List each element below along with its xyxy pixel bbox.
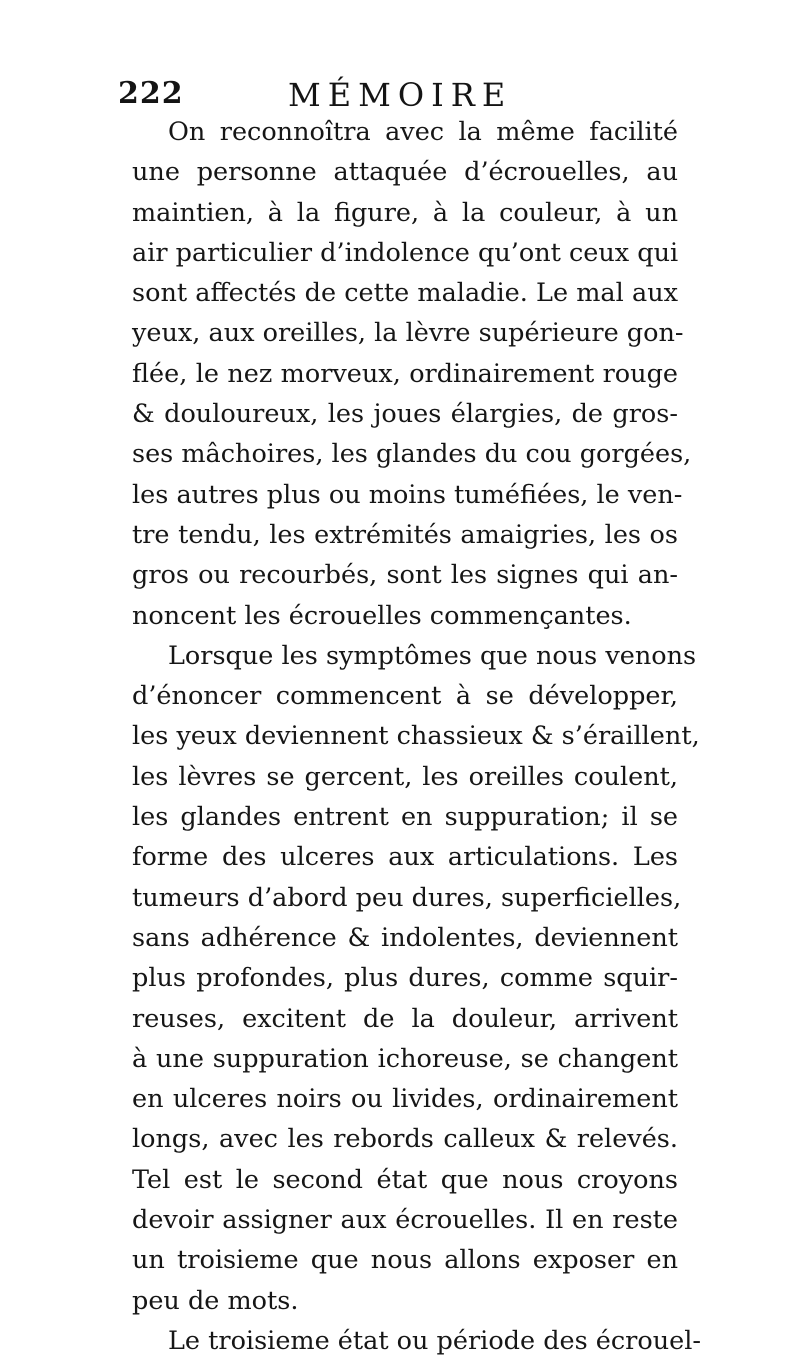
text-line: peu de mots. bbox=[132, 1285, 299, 1316]
text-line: une personne attaquée d’écrouelles, au bbox=[132, 157, 678, 188]
text-line: tumeurs d’abord peu dures, superficielles, bbox=[132, 882, 682, 913]
text-line: forme des ulceres aux articulations. Les bbox=[132, 842, 678, 873]
text-line: à une suppuration ichoreuse, se changent bbox=[132, 1043, 678, 1074]
text-line: reuses, excitent de la douleur, arrivent bbox=[132, 1003, 678, 1034]
text-line: yeux, aux oreilles, la lèvre supérieure gon- bbox=[132, 318, 684, 349]
text-line: d’énoncer commencent à se développer, bbox=[132, 681, 678, 712]
text-line: plus profondes, plus dures, comme squir- bbox=[132, 963, 678, 994]
text-line: longs, avec les rebords calleux & relevés. bbox=[132, 1124, 678, 1155]
text-line: maintien, à la figure, à la couleur, à un bbox=[132, 197, 678, 228]
text-line: flée, le nez morveux, ordinairement rouge bbox=[132, 358, 678, 389]
body-text bbox=[132, 112, 701, 1361]
text-line: tre tendu, les extrémités amaigries, les os bbox=[132, 519, 678, 550]
text-line: noncent les écrouelles commençantes. bbox=[132, 600, 632, 631]
text-line: Tel est le second état que nous croyons bbox=[132, 1164, 678, 1195]
text-line: un troisieme que nous allons exposer en bbox=[132, 1245, 678, 1276]
text-line: devoir assigner aux écrouelles. Il en reste bbox=[132, 1205, 678, 1236]
text-line: les autres plus ou moins tuméfiées, le ven- bbox=[132, 479, 683, 510]
running-head: MÉMOIRE bbox=[288, 76, 513, 114]
text-line: ses mâchoires, les glandes du cou gorgées, bbox=[132, 439, 692, 470]
text-line: air particulier d’indolence qu’ont ceux qui bbox=[132, 237, 679, 268]
page-number: 222 bbox=[118, 76, 184, 111]
text-line: les glandes entrent en suppuration; il se bbox=[132, 802, 678, 833]
text-line: gros ou recourbés, sont les signes qui an- bbox=[132, 560, 678, 591]
text-line: sont affectés de cette maladie. Le mal aux bbox=[132, 278, 678, 309]
text-line: les yeux deviennent chassieux & s’éraillent, bbox=[132, 721, 700, 752]
text-line: en ulceres noirs ou livides, ordinairement bbox=[132, 1084, 678, 1115]
text-line: On reconnoîtra avec la même facilité bbox=[168, 117, 678, 147]
text-line: Lorsque les symptômes que nous venons bbox=[168, 640, 697, 671]
text-line: & douloureux, les joues élargies, de gros- bbox=[132, 399, 678, 430]
text-line: sans adhérence & indolentes, deviennent bbox=[132, 922, 678, 953]
text-line: Le troisieme état ou période des écrouel- bbox=[168, 1325, 701, 1356]
text-line: les lèvres se gercent, les oreilles coulent, bbox=[132, 761, 678, 792]
